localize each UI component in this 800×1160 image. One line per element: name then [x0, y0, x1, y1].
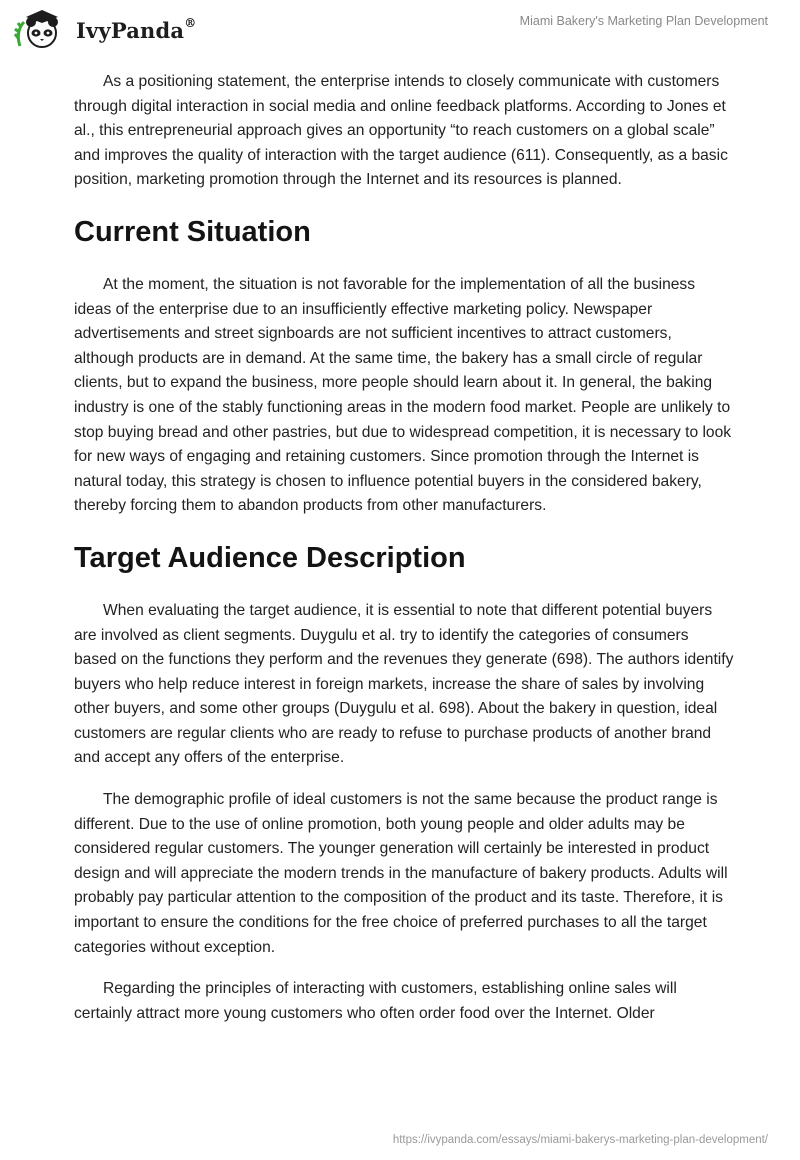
intro-paragraph: As a positioning statement, the enterprise intends to closely communicate with customers through digital interaction in social media and online feedback platforms. According to Jones et al., this entrepreneurial approach gives an opportunity “to reach customers on a global scale” and improves the quality of interaction with the target audience (611). Consequently, as a basic position, marketing promotion through the Internet and its resources is planned.	[74, 73, 728, 189]
brand-name: IvyPanda®	[76, 15, 197, 43]
document-title: Miami Bakery's Marketing Plan Development	[519, 14, 768, 28]
paragraph-target-audience-1: When evaluating the target audience, it is essential to note that different potential buyers are involved as client segments. Duygulu et al. try to identify the categories of consumers based on the functions they perform and the revenues they generate (698). The authors identify buyers who help reduce interest in foreign markets, increase the share of sales by involving other buyers, and some other groups (Duygulu et al. 698). About the bakery in question, ideal customers are regular clients who are ready to refuse to purchase products of another brand and accept any offers of the enterprise.	[74, 601, 734, 767]
essay-content	[74, 70, 734, 1043]
paragraph-target-audience-2: The demographic profile of ideal customers is not the same because the product range is different. Due to the use of online promotion, both young people and older adults may be considered regular customers. The younger generation will certainly be interested in product design and will appreciate the modern trends in the manufacture of bakery products. Adults will probably pay particular attention to the composition of the product and its taste. Therefore, it is important to ensure the conditions for the free choice of preferred purchases to all the target categories without exception.	[74, 791, 728, 956]
paragraph-current-situation: At the moment, the situation is not favorable for the implementation of all the business ideas of the enterprise due to an insufficiently effective marketing policy. Newspaper advertisements and street signboards are not sufficient incentives to attract customers, although products are in demand. At the same time, the bakery has a small circle of regular clients, but to expand the business, more people should learn about it. In general, the baking industry is one of the stably functioning areas in the modern food market. People are unlikely to stop buying bread and other pastries, but due to widespread competition, it is necessary to look for new ways of engaging and retaining customers. Since promotion through the Internet is natural today, this strategy is chosen to influence potential buyers in the considered bakery, thereby forcing them to abandon products from other manufacturers.	[74, 275, 732, 515]
panda-graduate-icon	[14, 8, 70, 52]
ivypanda-logo[interactable]	[14, 8, 196, 52]
heading-current-situation: Current Situation	[74, 215, 311, 248]
paragraph-target-audience-3: Regarding the principles of interacting with customers, establishing online sales will certainly attract more young customers who often order food over the Internet. Older	[74, 980, 677, 1022]
registered-mark: ®	[184, 15, 197, 30]
source-url[interactable]: https://ivypanda.com/essays/miami-bakerys-marketing-plan-development/	[392, 1134, 768, 1146]
heading-target-audience: Target Audience Description	[74, 541, 466, 574]
page-header	[0, 0, 800, 60]
